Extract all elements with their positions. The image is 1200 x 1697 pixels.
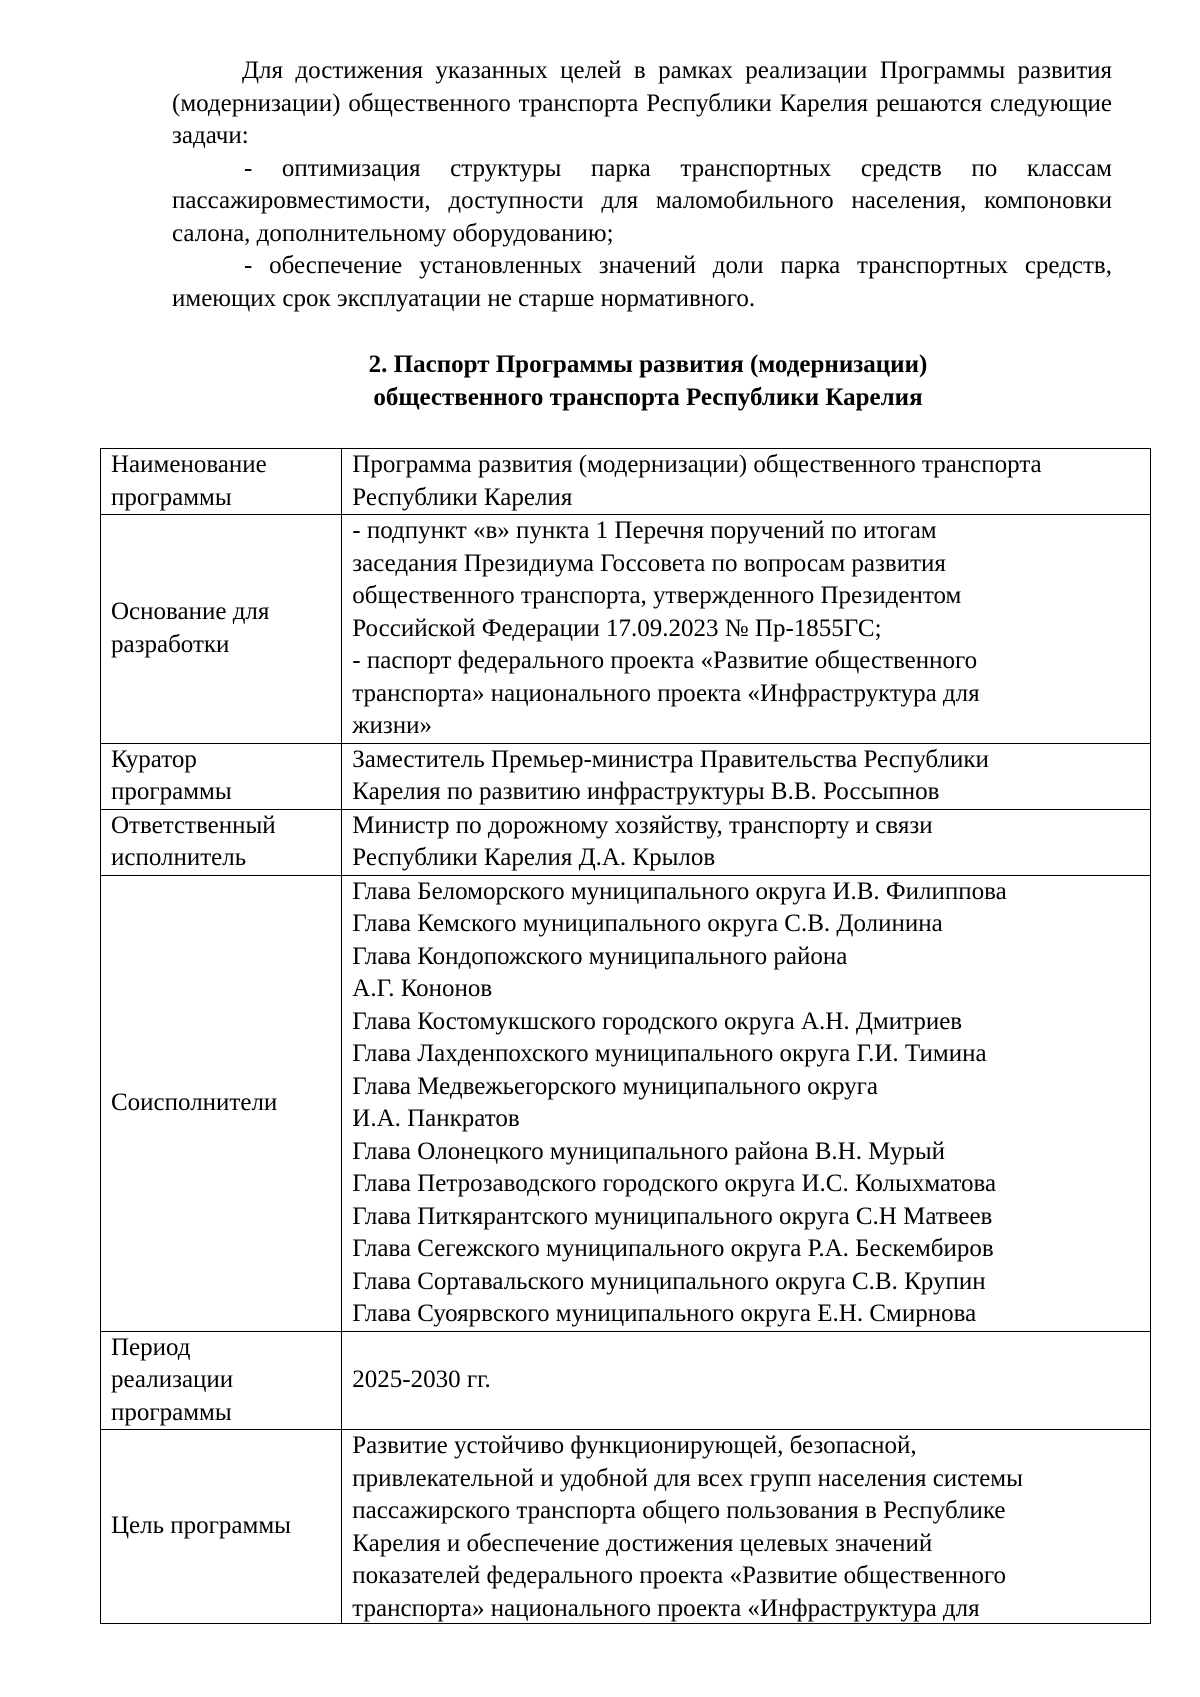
value-line: пассажирского транспорта общего пользования в Республике xyxy=(352,1497,1006,1524)
value-line: Министр по дорожному хозяйству, транспорту и связи xyxy=(352,811,933,839)
value-line: транспорта» национального проекта «Инфраструктура для xyxy=(352,679,980,707)
table-row xyxy=(101,515,1151,744)
label-line: Основание для xyxy=(111,598,270,626)
label-line: программы xyxy=(111,778,232,805)
task-item-2: - обеспечение установленных значений доли парка транспортных средств, имеющих срок эксплуатации не старше нормативного. xyxy=(172,252,1112,312)
table-row xyxy=(101,875,1151,1331)
value-line: Глава Сегежского муниципального округа Р.А. Бескембиров xyxy=(352,1235,994,1262)
row-value xyxy=(342,449,1151,515)
value-line: Глава Лахденпохского муниципального округа Г.И. Тимина xyxy=(352,1040,987,1067)
label-line: исполнитель xyxy=(111,844,247,871)
value-line: Развитие устойчиво функционирующей, безопасной, xyxy=(352,1432,917,1459)
row-label xyxy=(101,875,342,1331)
row-label xyxy=(101,449,342,515)
label-line: Цель программы xyxy=(111,1512,291,1540)
label-line: Период xyxy=(111,1333,191,1361)
row-label xyxy=(101,743,342,809)
value-line: - подпункт «в» пункта 1 Перечня поручений по итогам xyxy=(352,517,937,544)
value-line: - паспорт федерального проекта «Развитие общественного xyxy=(352,647,978,674)
table-row xyxy=(101,1331,1151,1430)
row-value xyxy=(342,1430,1151,1624)
value-line: заседания Президиума Госсовета по вопросам развития xyxy=(352,549,946,577)
value-line: И.А. Панкратов xyxy=(352,1105,520,1132)
section-title-line-1: 2. Паспорт Программы развития (модернизации) xyxy=(368,351,928,378)
row-label xyxy=(101,1331,342,1430)
value-line: Глава Олонецкого муниципального района В.Н. Мурый xyxy=(352,1137,946,1165)
intro-paragraph: Для достижения указанных целей в рамках реализации Программы развития (модернизации) общественного транспорта Республики Карелия решаются следующие задачи: xyxy=(172,57,1112,149)
value-line: показателей федерального проекта «Развитие общественного xyxy=(352,1562,1007,1589)
value-line: Заместитель Премьер-министра Правительства Республики xyxy=(352,745,989,773)
table-row xyxy=(101,449,1151,515)
label-line: Соисполнители xyxy=(111,1088,278,1116)
value-line: Глава Кемского муниципального округа С.В. Долинина xyxy=(352,910,943,937)
value-line: жизни» xyxy=(352,712,433,739)
task-item-1: - оптимизация структуры парка транспортных средств по классам пассажировместимости, доступности для маломобильного населения, компоновки салона, дополнительному оборудованию; xyxy=(172,154,1112,247)
value-line: Глава Беломорского муниципального округа И.В. Филиппова xyxy=(352,877,1007,905)
value-line: 2025-2030 гг. xyxy=(352,1366,491,1393)
row-label xyxy=(101,809,342,875)
value-line: Глава Питкярантского муниципального округа С.Н Матвеев xyxy=(352,1202,993,1230)
intro-text xyxy=(172,55,1112,315)
value-line: Карелия и обеспечение достижения целевых значений xyxy=(352,1529,933,1557)
row-value xyxy=(342,809,1151,875)
row-label xyxy=(101,1430,342,1624)
value-line: Карелия по развитию инфраструктуры В.В. Россыпнов xyxy=(352,778,940,805)
value-line: привлекательной и удобной для всех групп населения системы xyxy=(352,1464,1023,1492)
row-value xyxy=(342,743,1151,809)
table-row xyxy=(101,809,1151,875)
section-title-line-2: общественного транспорта Республики Карелия xyxy=(373,383,923,411)
row-value xyxy=(342,1331,1151,1430)
value-line: Республики Карелия Д.А. Крылов xyxy=(352,844,716,871)
value-line: А.Г. Кононов xyxy=(352,975,493,1002)
value-line: Глава Костомукшского городского округа А.Н. Дмитриев xyxy=(352,1007,963,1035)
label-line: разработки xyxy=(111,630,230,658)
value-line: транспорта» национального проекта «Инфраструктура для xyxy=(352,1594,980,1622)
label-line: Куратор xyxy=(111,745,197,773)
value-line: Российской Федерации 17.09.2023 № Пр-1855ГС; xyxy=(352,614,882,642)
table-row xyxy=(101,743,1151,809)
section-heading xyxy=(100,349,1196,414)
label-line: Ответственный xyxy=(111,811,276,839)
value-line: Программа развития (модернизации) общественного транспорта xyxy=(352,451,1042,478)
label-line: программы xyxy=(111,483,232,511)
value-line: Глава Сортавальского муниципального округа С.В. Крупин xyxy=(352,1267,986,1295)
row-label xyxy=(101,515,342,744)
label-line: Наименование xyxy=(111,451,267,478)
table-row xyxy=(101,1430,1151,1624)
value-line: Глава Кондопожского муниципального района xyxy=(352,942,848,970)
label-line: реализации xyxy=(111,1366,234,1393)
value-line: Глава Петрозаводского городского округа И.С. Колыхматова xyxy=(352,1170,997,1197)
label-line: программы xyxy=(111,1398,232,1426)
value-line: Глава Суоярвского муниципального округа Е.Н. Смирнова xyxy=(352,1300,977,1327)
row-value xyxy=(342,515,1151,744)
value-line: Глава Медвежьегорского муниципального округа xyxy=(352,1072,878,1100)
value-line: общественного транспорта, утвержденного Президентом xyxy=(352,582,962,609)
passport-table xyxy=(100,448,1151,1624)
row-value xyxy=(342,875,1151,1331)
value-line: Республики Карелия xyxy=(352,483,573,511)
value-clip xyxy=(352,1430,1144,1623)
